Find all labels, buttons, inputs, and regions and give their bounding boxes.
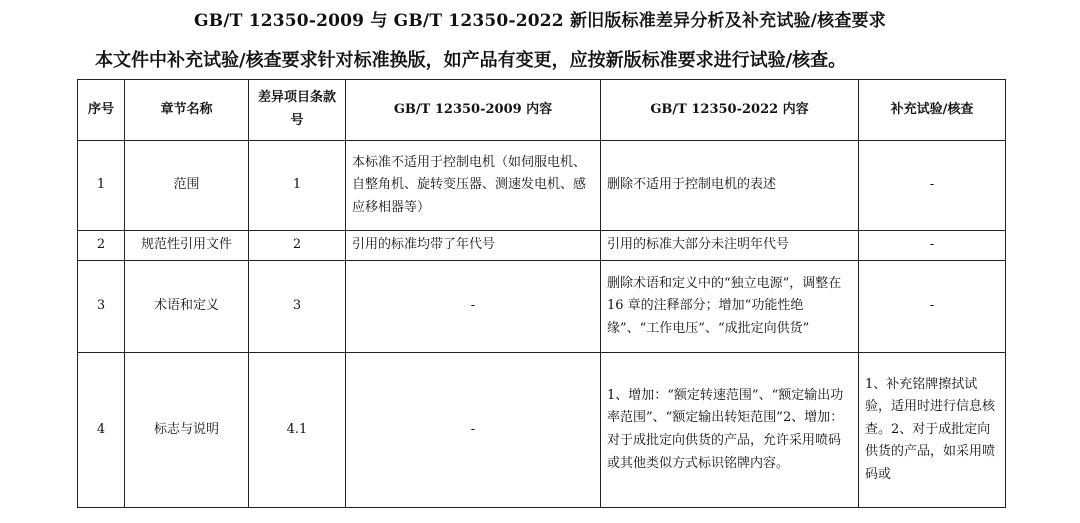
cell-new-content: 引用的标准大部分未注明年代号 (601, 231, 859, 261)
cell-clause: 3 (249, 261, 346, 353)
document-title: GB/T 12350-2009 与 GB/T 12350-2022 新旧版标准差异分析及补充试验/核查要求 (194, 11, 886, 31)
cell-check: - (859, 231, 1006, 261)
cell-chapter: 标志与说明 (125, 353, 249, 508)
cell-old-content: - (346, 353, 601, 508)
cell-chapter: 范围 (125, 141, 249, 231)
cell-clause: 2 (249, 231, 346, 261)
header-old-content: GB/T 12350-2009 内容 (346, 80, 601, 141)
table-row (78, 353, 1006, 508)
notice-text: 本文件中补充试验/核查要求针对标准换版，如产品有变更，应按新版标准要求进行试验/核查。 (95, 50, 847, 71)
cell-old-content: - (346, 261, 601, 353)
cell-no: 4 (78, 353, 125, 508)
cell-old-content: 引用的标准均带了年代号 (346, 231, 601, 261)
cell-check: - (859, 141, 1006, 231)
header-no: 序号 (78, 80, 125, 141)
cell-chapter: 术语和定义 (125, 261, 249, 353)
cell-clause: 1 (249, 141, 346, 231)
header-clause: 差异项目条款号 (249, 80, 346, 141)
cell-new-content: 1、增加：“额定转速范围”、“额定输出功率范围”、“额定输出转矩范围”2、增加：对于成批定向供货的产品，允许采用喷码或其他类似方式标识铭牌内容。 (601, 353, 859, 508)
header-check: 补充试验/核查 (859, 80, 1006, 141)
difference-table (77, 79, 1006, 508)
cell-no: 3 (78, 261, 125, 353)
cell-new-content: 删除术语和定义中的“独立电源”，调整在 16 章的注释部分；增加“功能性绝缘”、“工作电压”、“成批定向供货” (601, 261, 859, 353)
cell-old-content: 本标准不适用于控制电机（如伺服电机、自整角机、旋转变压器、测速发电机、感应移相器等） (346, 141, 601, 231)
cell-no: 2 (78, 231, 125, 261)
header-chapter: 章节名称 (125, 80, 249, 141)
cell-no: 1 (78, 141, 125, 231)
cell-check: - (859, 261, 1006, 353)
table-row (78, 231, 1006, 261)
cell-check: 1、补充铭牌擦拭试验，适用时进行信息核查。2、对于成批定向供货的产品，如采用喷码或 (859, 353, 1006, 508)
header-new-content: GB/T 12350-2022 内容 (601, 80, 859, 141)
table-header-row (78, 80, 1006, 141)
table-row (78, 141, 1006, 231)
cell-chapter: 规范性引用文件 (125, 231, 249, 261)
cell-new-content: 删除不适用于控制电机的表述 (601, 141, 859, 231)
table-row (78, 261, 1006, 353)
cell-clause: 4.1 (249, 353, 346, 508)
